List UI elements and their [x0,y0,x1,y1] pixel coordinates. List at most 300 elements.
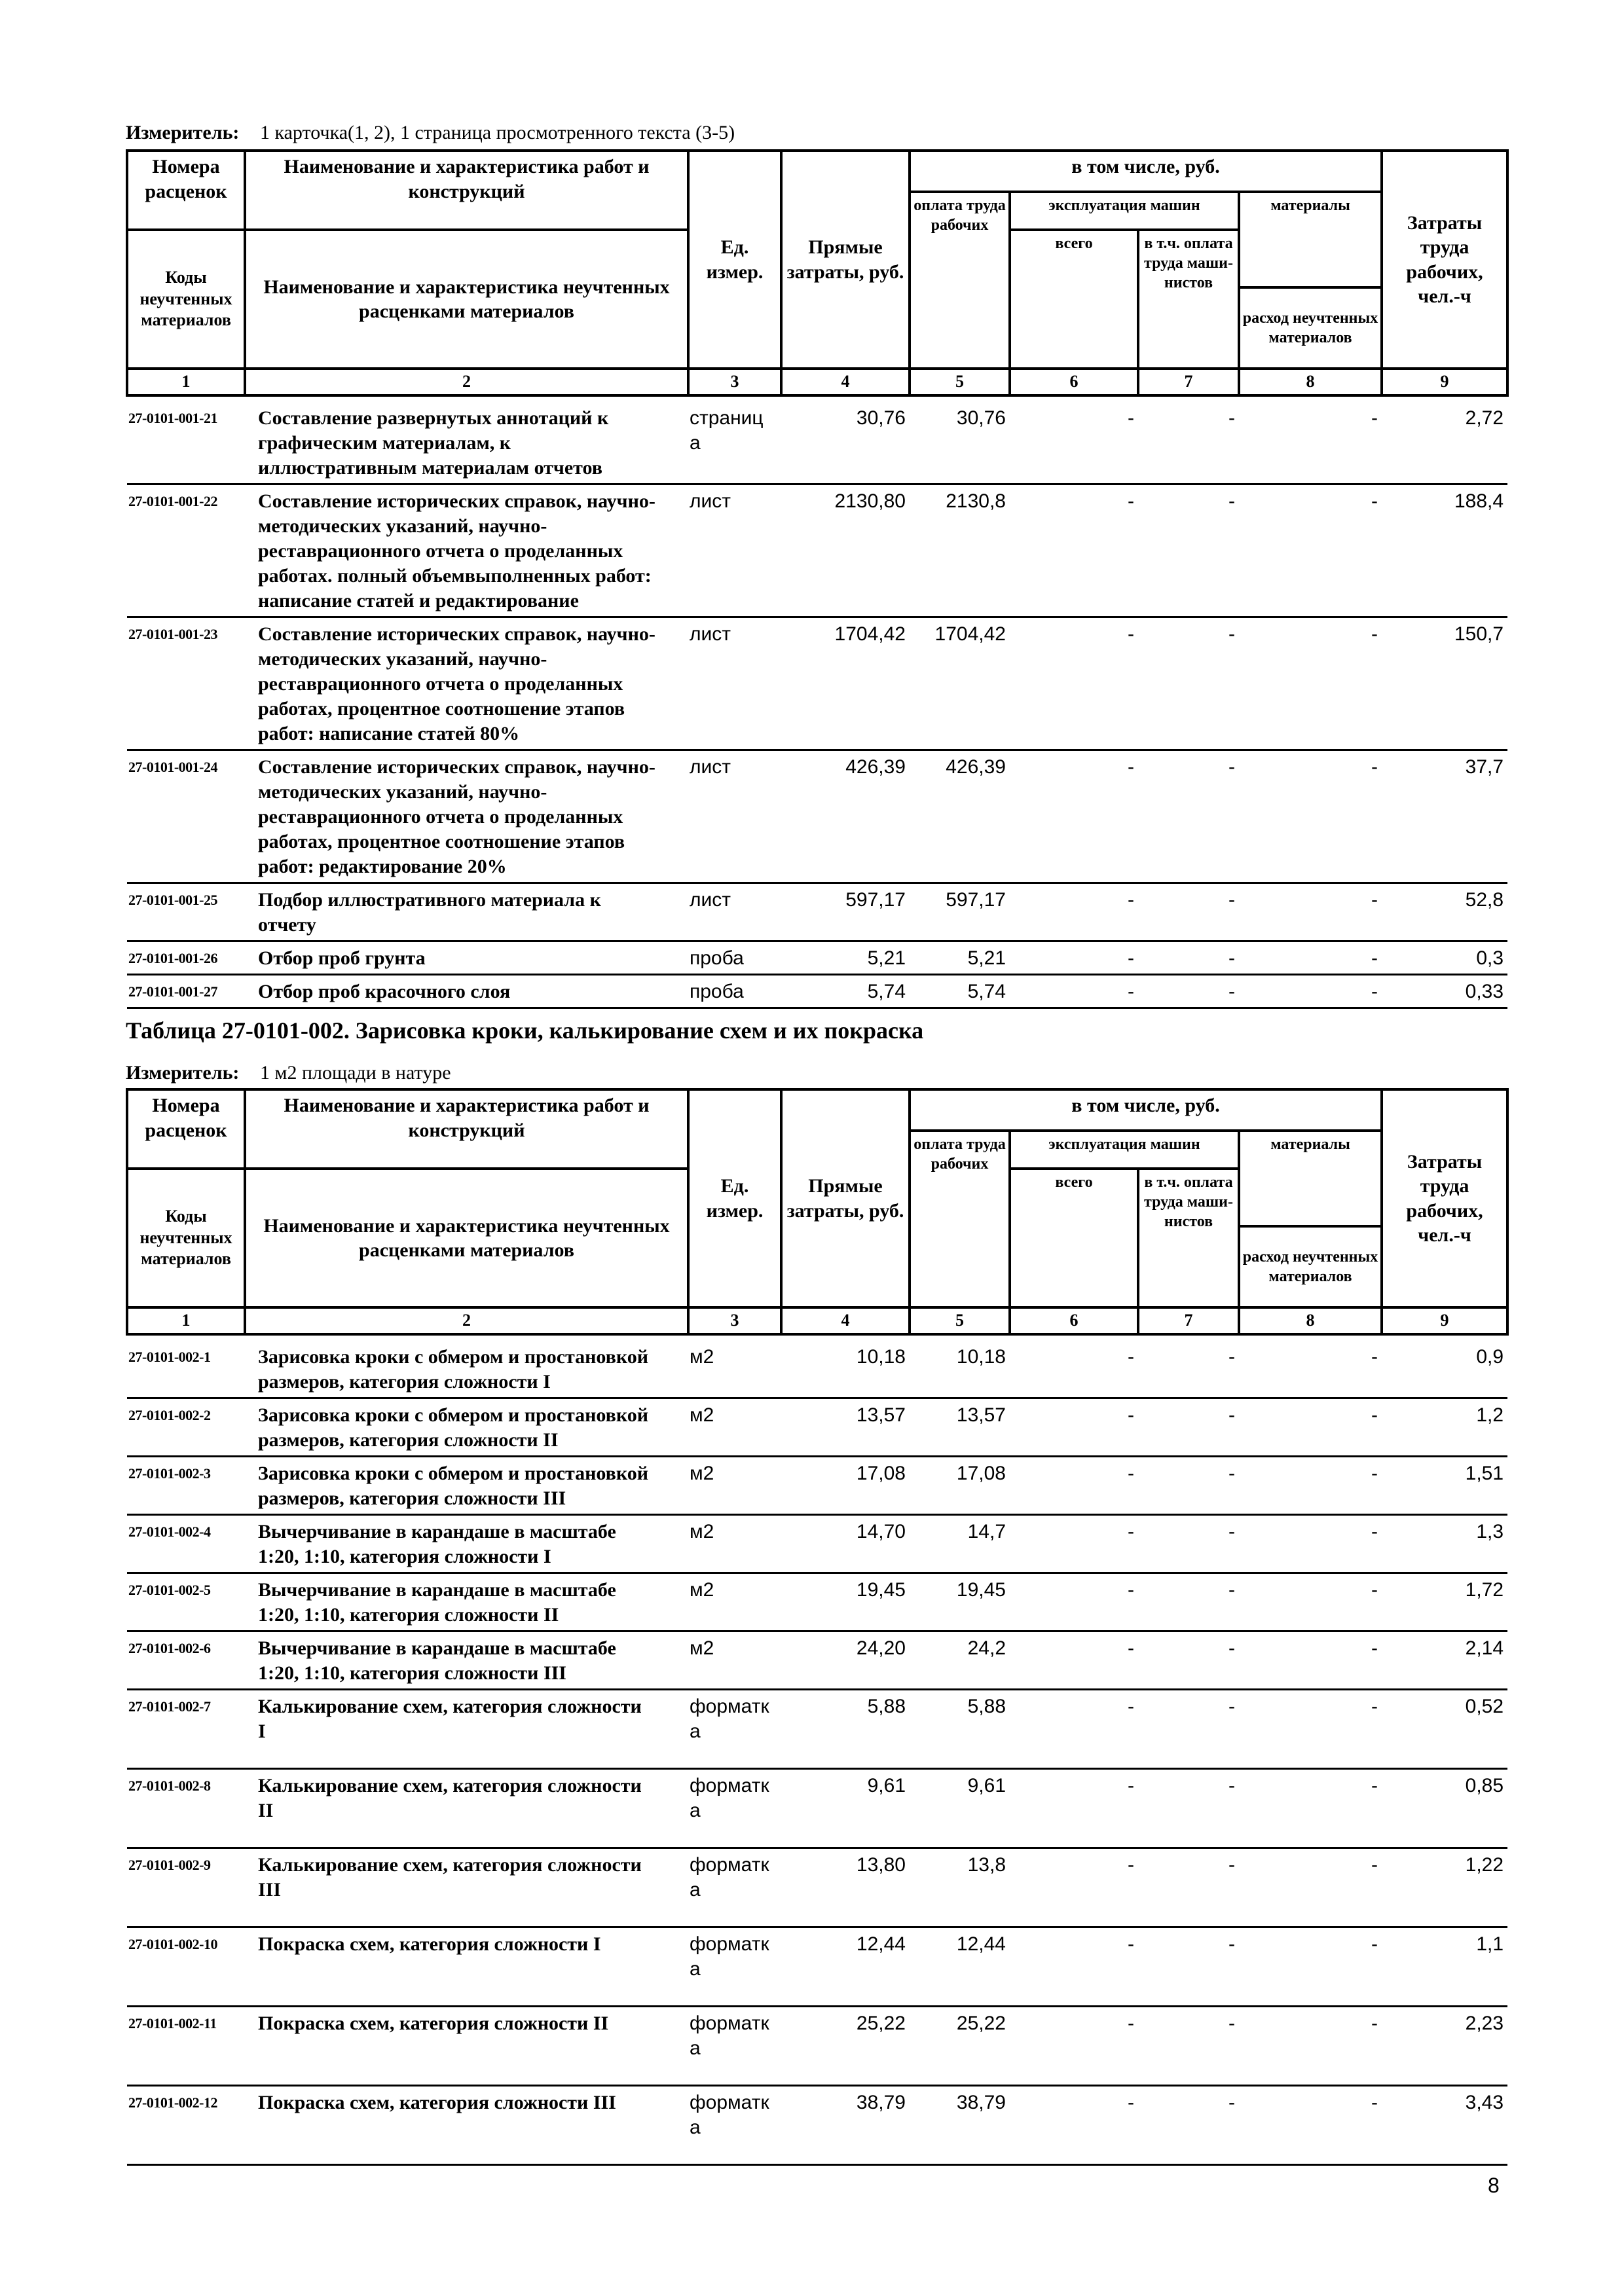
cell-m1: - [1010,1341,1138,1398]
cell-direct: 13,57 [781,1398,910,1456]
column-number: 8 [1239,1307,1382,1334]
work-description [245,1341,688,1398]
unit-of-measure [688,402,781,484]
table-row [127,974,1507,1008]
rate-code: 27-0101-002-6 [127,1631,245,1689]
table2-title: Таблица 27-0101-002. Зарисовка кроки, калькирование схем и их покраска [126,1017,924,1044]
header-unit: Ед. измер. [688,1089,781,1307]
column-number: 9 [1382,1307,1507,1334]
work-description [245,484,688,617]
cell-m2: - [1138,617,1239,750]
header-including: в том числе, руб. [910,1089,1382,1131]
unit-of-measure [688,1768,781,1848]
description-line: Подбор иллюстративного материала к [258,888,601,911]
table-row [127,1341,1507,1398]
unit-line: форматк [690,1853,769,1876]
cell-labor: 5,74 [910,974,1010,1008]
cell-mat: - [1239,1768,1382,1848]
cell-direct: 1704,42 [781,617,910,750]
unit-of-measure [688,484,781,617]
measure-value: 1 м2 площади в натуре [260,1062,451,1084]
description-line: работах. полный объемвыполненных работ: [258,564,652,587]
cell-labor: 597,17 [910,883,1010,941]
unit-line: а [690,2037,701,2059]
header-material-codes: Коды неучтенных материалов [127,1169,245,1307]
cell-m1: - [1010,402,1138,484]
header-name: Наименование и характеристика работ и конструкций [245,1089,688,1169]
cell-m2: - [1138,1631,1239,1689]
unit-line: а [690,1799,701,1821]
header-machines: эксплуатация машин [1010,192,1239,230]
work-description [245,941,688,974]
table-row [127,1927,1507,2006]
unit-line: а [690,431,701,454]
work-description [245,402,688,484]
cell-direct: 5,21 [781,941,910,974]
cell-m1: - [1010,2006,1138,2085]
cell-direct: 9,61 [781,1768,910,1848]
cell-m1: - [1010,1768,1138,1848]
unit-of-measure [688,617,781,750]
rate-code: 27-0101-001-21 [127,402,245,484]
unit-of-measure [688,1927,781,2006]
cell-hours: 1,2 [1382,1398,1507,1456]
cell-labor: 10,18 [910,1341,1010,1398]
work-description [245,2006,688,2085]
cell-direct: 10,18 [781,1341,910,1398]
rate-code: 27-0101-002-7 [127,1689,245,1768]
cell-m1: - [1010,941,1138,974]
column-number: 2 [245,369,688,395]
cell-labor: 30,76 [910,402,1010,484]
description-line: III [258,1878,282,1901]
table-row [127,1456,1507,1514]
description-line: Составление исторических справок, научно- [258,490,655,512]
cell-labor: 13,57 [910,1398,1010,1456]
description-line: Покраска схем, категория сложности I [258,1933,601,1955]
description-line: II [258,1799,274,1821]
header-machines-total: всего [1010,230,1138,369]
column-number: 4 [781,1307,910,1334]
description-line: Вычерчивание в карандаше в масштабе [258,1520,616,1542]
cell-hours: 1,51 [1382,1456,1507,1514]
cell-m2: - [1138,1456,1239,1514]
cell-hours: 52,8 [1382,883,1507,941]
measure-label: Измеритель: [126,122,240,143]
description-line: Составление исторических справок, научно- [258,623,655,645]
description-line: размеров, категория сложности III [258,1487,566,1509]
unit-line: проба [690,980,744,1002]
work-description [245,1456,688,1514]
cell-m1: - [1010,484,1138,617]
column-number: 5 [910,1307,1010,1334]
cell-labor: 9,61 [910,1768,1010,1848]
unit-line: а [690,1720,701,1742]
column-number: 3 [688,1307,781,1334]
description-line: Покраска схем, категория сложности III [258,2091,616,2113]
description-line: отчету [258,913,316,936]
table-row [127,1848,1507,1927]
unit-line: м2 [690,1462,714,1484]
cell-direct: 25,22 [781,2006,910,2085]
cell-m1: - [1010,1398,1138,1456]
cell-mat: - [1239,1631,1382,1689]
unit-line: форматк [690,2091,769,2113]
cell-hours: 2,14 [1382,1631,1507,1689]
header-unaccounted: расход неучтенных материалов [1239,287,1382,369]
cell-hours: 1,22 [1382,1848,1507,1927]
cell-mat: - [1239,1689,1382,1768]
column-number: 9 [1382,369,1507,395]
unit-of-measure [688,883,781,941]
description-line: размеров, категория сложности I [258,1370,551,1393]
column-number: 2 [245,1307,688,1334]
unit-of-measure [688,2006,781,2085]
cell-m1: - [1010,974,1138,1008]
rates-table-2 [126,1088,1509,2166]
table2-measure [126,1062,451,1084]
cell-m1: - [1010,1927,1138,2006]
description-line: реставрационного отчета о проделанных [258,539,623,562]
cell-mat: - [1239,1341,1382,1398]
description-line: Зарисовка кроки с обмером и простановкой [258,1404,649,1426]
header-machinists: в т.ч. оплата труда маши-нистов [1138,1169,1239,1307]
cell-labor: 17,08 [910,1456,1010,1514]
measure-value: 1 карточка(1, 2), 1 страница просмотренного текста (3-5) [260,122,735,143]
unit-line: лист [690,490,731,512]
rate-code: 27-0101-002-10 [127,1927,245,2006]
unit-line: лист [690,756,731,778]
header-unaccounted: расход неучтенных материалов [1239,1226,1382,1307]
cell-labor: 14,7 [910,1514,1010,1573]
cell-labor: 2130,8 [910,484,1010,617]
cell-m1: - [1010,1573,1138,1631]
cell-mat: - [1239,2085,1382,2164]
cell-mat: - [1239,1456,1382,1514]
cell-direct: 597,17 [781,883,910,941]
unit-of-measure [688,1631,781,1689]
header-labor-cost: Затраты труда рабочих, чел.-ч [1382,1089,1507,1307]
description-line: методических указаний, научно- [258,780,547,803]
cell-hours: 0,52 [1382,1689,1507,1768]
table-row [127,402,1507,484]
unit-of-measure [688,1848,781,1927]
table-row [127,617,1507,750]
work-description [245,1848,688,1927]
unit-line: форматк [690,1774,769,1796]
column-number: 7 [1138,1307,1239,1334]
cell-mat: - [1239,1398,1382,1456]
rate-code: 27-0101-002-5 [127,1573,245,1631]
unit-of-measure [688,974,781,1008]
work-description [245,1768,688,1848]
rate-code: 27-0101-002-3 [127,1456,245,1514]
description-line: работ: редактирование 20% [258,855,507,877]
table1-measure [126,122,735,144]
unit-line: форматк [690,1933,769,1955]
column-number: 5 [910,369,1010,395]
cell-m1: - [1010,883,1138,941]
description-line: Калькирование схем, категория сложности [258,1695,642,1717]
description-line: I [258,1720,266,1742]
cell-m2: - [1138,1514,1239,1573]
cell-m2: - [1138,1927,1239,2006]
cell-mat: - [1239,1514,1382,1573]
cell-direct: 24,20 [781,1631,910,1689]
table-row [127,2006,1507,2085]
table-row [127,1398,1507,1456]
cell-direct: 19,45 [781,1573,910,1631]
description-line: Вычерчивание в карандаше в масштабе [258,1637,616,1659]
cell-m2: - [1138,974,1239,1008]
description-line: методических указаний, научно- [258,647,547,670]
description-line: Отбор проб красочного слоя [258,980,511,1002]
column-number: 8 [1239,369,1382,395]
cell-m1: - [1010,1848,1138,1927]
cell-labor: 25,22 [910,2006,1010,2085]
cell-labor: 24,2 [910,1631,1010,1689]
cell-mat: - [1239,941,1382,974]
rate-code: 27-0101-001-26 [127,941,245,974]
cell-labor: 19,45 [910,1573,1010,1631]
rate-code: 27-0101-002-9 [127,1848,245,1927]
description-line: Составление исторических справок, научно- [258,756,655,778]
column-number: 1 [127,1307,245,1334]
description-line: 1:20, 1:10, категория сложности III [258,1662,566,1684]
table-row [127,484,1507,617]
description-line: Зарисовка кроки с обмером и простановкой [258,1345,649,1368]
cell-m1: - [1010,1689,1138,1768]
cell-hours: 188,4 [1382,484,1507,617]
rate-code: 27-0101-001-27 [127,974,245,1008]
cell-mat: - [1239,974,1382,1008]
cell-direct: 30,76 [781,402,910,484]
header-materials: материалы [1239,192,1382,287]
cell-mat: - [1239,402,1382,484]
rate-code: 27-0101-002-8 [127,1768,245,1848]
cell-direct: 38,79 [781,2085,910,2164]
unit-line: м2 [690,1520,714,1542]
work-description [245,617,688,750]
cell-labor: 5,21 [910,941,1010,974]
unit-line: лист [690,888,731,911]
rate-code: 27-0101-002-2 [127,1398,245,1456]
header-name: Наименование и характеристика работ и конструкций [245,151,688,230]
header-materials: материалы [1239,1131,1382,1226]
cell-mat: - [1239,750,1382,883]
header-machinists: в т.ч. оплата труда маши-нистов [1138,230,1239,369]
table-row [127,941,1507,974]
work-description [245,1398,688,1456]
cell-hours: 1,72 [1382,1573,1507,1631]
cell-m1: - [1010,617,1138,750]
work-description [245,974,688,1008]
header-labor: оплата труда рабочих [910,1131,1010,1307]
cell-m2: - [1138,1573,1239,1631]
description-line: иллюстративным материалам отчетов [258,456,602,479]
header-labor: оплата труда рабочих [910,192,1010,369]
description-line: работах, процентное соотношение этапов [258,830,625,852]
table-row [127,1573,1507,1631]
description-line: Калькирование схем, категория сложности [258,1853,642,1876]
header-including: в том числе, руб. [910,151,1382,192]
cell-labor: 5,88 [910,1689,1010,1768]
cell-mat: - [1239,617,1382,750]
header-material-name: Наименование и характеристика неучтенных расценками материалов [245,1169,688,1307]
unit-line: м2 [690,1637,714,1659]
unit-line: а [690,1958,701,1980]
cell-labor: 12,44 [910,1927,1010,2006]
cell-direct: 13,80 [781,1848,910,1927]
measure-label: Измеритель: [126,1062,240,1084]
header-material-codes: Коды неучтенных материалов [127,230,245,369]
description-line: работ: написание статей 80% [258,722,520,744]
work-description [245,883,688,941]
cell-hours: 0,85 [1382,1768,1507,1848]
cell-hours: 0,3 [1382,941,1507,974]
cell-m1: - [1010,2085,1138,2164]
cell-m2: - [1138,883,1239,941]
header-material-name: Наименование и характеристика неучтенных расценками материалов [245,230,688,369]
work-description [245,750,688,883]
description-line: Вычерчивание в карандаше в масштабе [258,1578,616,1601]
description-line: работах, процентное соотношение этапов [258,697,625,720]
cell-hours: 37,7 [1382,750,1507,883]
work-description [245,1573,688,1631]
description-line: графическим материалам, к [258,431,511,454]
cell-direct: 5,74 [781,974,910,1008]
rate-code: 27-0101-001-23 [127,617,245,750]
cell-m2: - [1138,941,1239,974]
unit-of-measure [688,1514,781,1573]
table-row [127,2085,1507,2164]
table-row [127,1631,1507,1689]
rate-code: 27-0101-001-24 [127,750,245,883]
unit-line: страниц [690,407,764,429]
work-description [245,2085,688,2164]
description-line: Калькирование схем, категория сложности [258,1774,642,1796]
cell-direct: 17,08 [781,1456,910,1514]
description-line: Отбор проб грунта [258,947,426,969]
cell-m2: - [1138,1848,1239,1927]
table-row [127,883,1507,941]
work-description [245,1927,688,2006]
cell-direct: 12,44 [781,1927,910,2006]
unit-line: а [690,1878,701,1901]
cell-m2: - [1138,1341,1239,1398]
unit-of-measure [688,1398,781,1456]
description-line: Составление развернутых аннотаций к [258,407,609,429]
unit-of-measure [688,941,781,974]
cell-mat: - [1239,2006,1382,2085]
rates-table-1 [126,149,1509,1009]
unit-of-measure [688,1456,781,1514]
column-number: 6 [1010,369,1138,395]
cell-mat: - [1239,883,1382,941]
cell-m1: - [1010,750,1138,883]
header-direct: Прямые затраты, руб. [781,151,910,369]
unit-line: м2 [690,1404,714,1426]
description-line: реставрационного отчета о проделанных [258,805,623,828]
cell-hours: 0,9 [1382,1341,1507,1398]
rate-code: 27-0101-002-4 [127,1514,245,1573]
description-line: 1:20, 1:10, категория сложности II [258,1603,559,1626]
unit-line: проба [690,947,744,969]
cell-hours: 3,43 [1382,2085,1507,2164]
unit-line: лист [690,623,731,645]
cell-m2: - [1138,2085,1239,2164]
rate-code: 27-0101-001-22 [127,484,245,617]
cell-hours: 1,3 [1382,1514,1507,1573]
column-number: 3 [688,369,781,395]
description-line: реставрационного отчета о проделанных [258,672,623,695]
cell-m2: - [1138,1398,1239,1456]
table-row [127,1689,1507,1768]
unit-line: м2 [690,1345,714,1368]
cell-direct: 426,39 [781,750,910,883]
cell-m2: - [1138,1768,1239,1848]
cell-direct: 14,70 [781,1514,910,1573]
header-direct: Прямые затраты, руб. [781,1089,910,1307]
cell-mat: - [1239,1927,1382,2006]
cell-m2: - [1138,750,1239,883]
cell-direct: 2130,80 [781,484,910,617]
description-line: методических указаний, научно- [258,515,547,537]
cell-m2: - [1138,484,1239,617]
cell-direct: 5,88 [781,1689,910,1768]
header-unit: Ед. измер. [688,151,781,369]
unit-line: м2 [690,1578,714,1601]
column-number: 6 [1010,1307,1138,1334]
header-labor-cost: Затраты труда рабочих, чел.-ч [1382,151,1507,369]
header-machines-total: всего [1010,1169,1138,1307]
cell-m1: - [1010,1631,1138,1689]
cell-labor: 13,8 [910,1848,1010,1927]
unit-of-measure [688,1573,781,1631]
rate-code: 27-0101-002-11 [127,2006,245,2085]
description-line: написание статей и редактирование [258,589,579,611]
work-description [245,1631,688,1689]
table-row [127,1514,1507,1573]
cell-mat: - [1239,1573,1382,1631]
rate-code: 27-0101-002-1 [127,1341,245,1398]
column-number: 4 [781,369,910,395]
unit-line: форматк [690,2012,769,2034]
cell-mat: - [1239,484,1382,617]
rate-code: 27-0101-002-12 [127,2085,245,2164]
unit-of-measure [688,1341,781,1398]
description-line: размеров, категория сложности II [258,1429,559,1451]
work-description [245,1689,688,1768]
unit-of-measure [688,2085,781,2164]
unit-line: а [690,2116,701,2138]
table-row [127,1768,1507,1848]
unit-of-measure [688,1689,781,1768]
header-code: Номера расценок [127,1089,245,1169]
column-number: 1 [127,369,245,395]
table-row [127,750,1507,883]
cell-m1: - [1010,1514,1138,1573]
work-description [245,1514,688,1573]
column-number: 7 [1138,369,1239,395]
header-code: Номера расценок [127,151,245,230]
description-line: 1:20, 1:10, категория сложности I [258,1545,551,1567]
cell-hours: 150,7 [1382,617,1507,750]
cell-labor: 426,39 [910,750,1010,883]
cell-mat: - [1239,1848,1382,1927]
cell-hours: 2,23 [1382,2006,1507,2085]
cell-m1: - [1010,1456,1138,1514]
